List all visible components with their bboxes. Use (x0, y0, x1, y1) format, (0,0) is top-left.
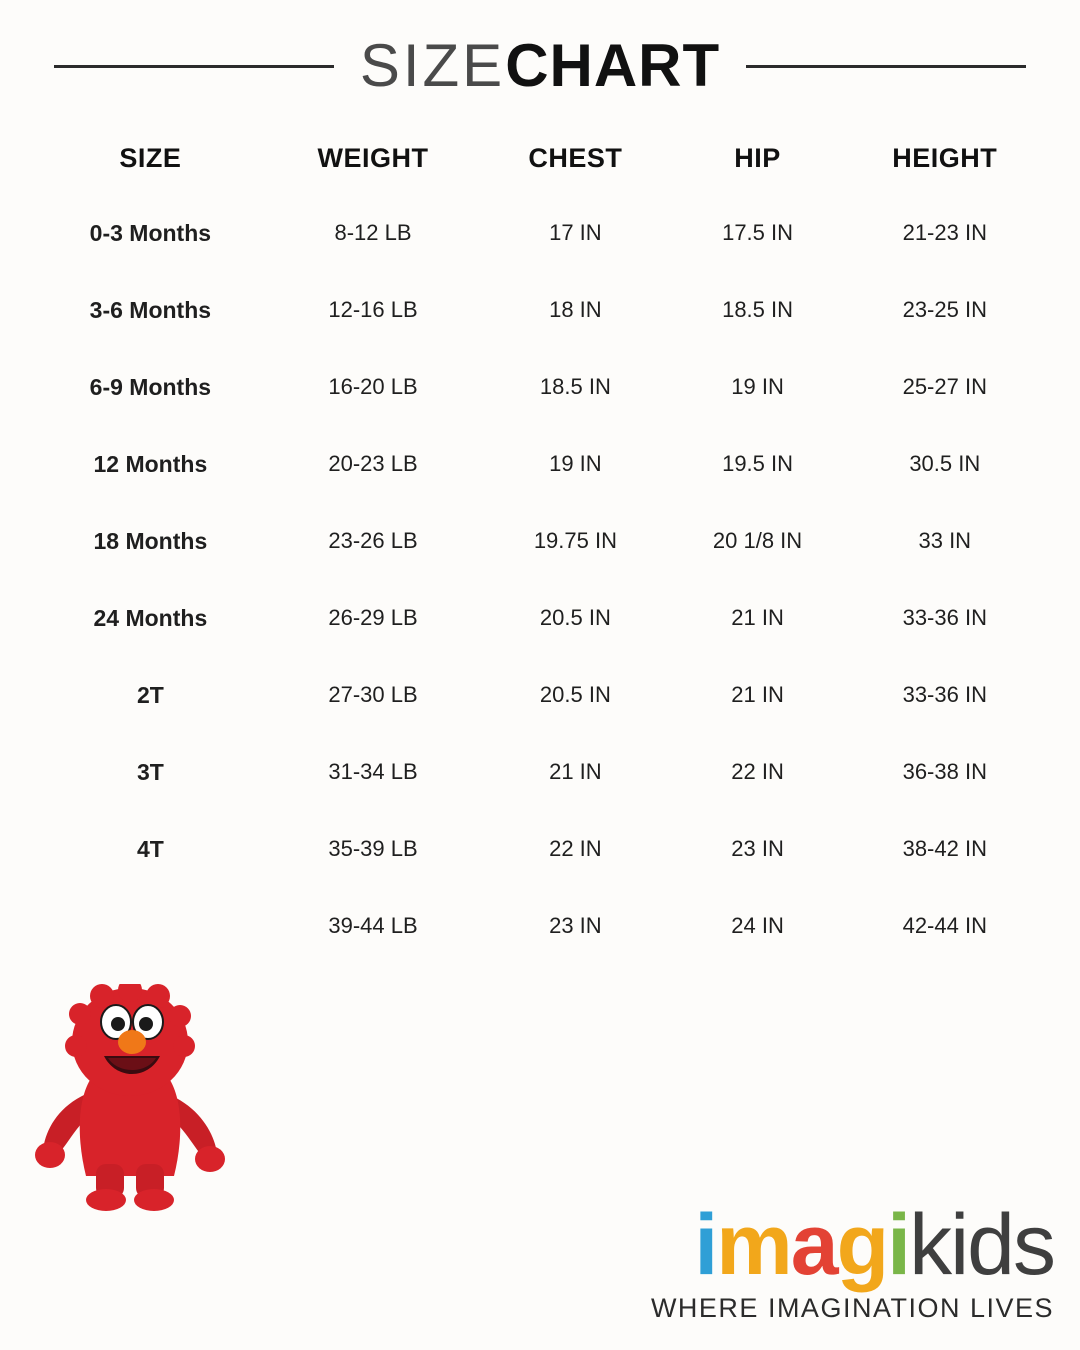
cell-size: 6-9 Months (89, 374, 212, 400)
cell-size: 12 Months (93, 451, 208, 477)
cell-hip: 17.5 IN (722, 220, 794, 245)
cell-weight: 8-12 LB (334, 220, 412, 245)
column-header-weight: WEIGHT (317, 143, 429, 173)
table-row (34, 528, 1046, 605)
cell-weight: 39-44 LB (328, 913, 418, 938)
cell-hip: 19.5 IN (722, 451, 794, 476)
size-chart-table (34, 142, 1046, 989)
cell-hip: 18.5 IN (722, 297, 794, 322)
cell-hip: 24 IN (731, 913, 784, 938)
table-row (34, 297, 1046, 374)
size-chart (0, 142, 1080, 989)
logo-word-kids: kids (909, 1197, 1054, 1294)
cell-height: 38-42 IN (902, 836, 987, 861)
cell-chest: 19.75 IN (533, 528, 617, 553)
cell-hip: 19 IN (731, 374, 784, 399)
cell-chest: 19 IN (549, 451, 602, 476)
cell-hip: 22 IN (731, 759, 784, 784)
cell-chest: 23 IN (549, 913, 602, 938)
logo-letter-a: a (790, 1197, 837, 1294)
cell-size: 3-6 Months (89, 297, 212, 323)
table-row (34, 220, 1046, 297)
title-rule-left (54, 65, 334, 68)
cell-chest: 18 IN (549, 297, 602, 322)
title-word-size: SIZE (359, 32, 506, 99)
cell-size: 3T (136, 759, 164, 785)
cell-hip: 21 IN (731, 605, 784, 630)
cell-size: 18 Months (93, 528, 208, 554)
page-title (0, 0, 1080, 99)
table-row (34, 451, 1046, 528)
cell-size: 4T (136, 836, 164, 862)
cell-height: 33 IN (918, 528, 972, 553)
cell-weight: 23-26 LB (328, 528, 418, 553)
cell-weight: 35-39 LB (328, 836, 418, 861)
elmo-illustration (24, 984, 234, 1214)
cell-chest: 17 IN (549, 220, 602, 245)
logo-letter-g: g (836, 1197, 888, 1294)
logo-letter-i2: i (887, 1197, 910, 1294)
cell-height: 25-27 IN (902, 374, 987, 399)
column-header-chest: CHEST (528, 143, 623, 173)
cell-weight: 31-34 LB (328, 759, 418, 784)
title-word-chart: CHART (505, 32, 721, 99)
brand-logo (650, 1197, 1054, 1324)
table-row (34, 682, 1046, 759)
cell-size: 0-3 Months (89, 220, 212, 246)
cell-height: 33-36 IN (902, 682, 987, 707)
cell-weight: 16-20 LB (328, 374, 418, 399)
table-row (34, 913, 1046, 989)
cell-chest: 22 IN (549, 836, 602, 861)
logo-letter-m: m (716, 1197, 791, 1294)
cell-height: 21-23 IN (902, 220, 987, 245)
logo-letter-i: i (694, 1197, 717, 1294)
cell-size (34, 913, 267, 989)
cell-size: 2T (136, 682, 164, 708)
column-header-height: HEIGHT (892, 143, 998, 173)
cell-chest: 20.5 IN (539, 682, 611, 707)
table-row (34, 374, 1046, 451)
elmo-icon (24, 984, 234, 1214)
logo-wordmark (651, 1197, 1054, 1294)
cell-chest: 21 IN (549, 759, 602, 784)
title-rule-right (746, 65, 1026, 68)
table-header-row (34, 142, 1046, 220)
cell-weight: 26-29 LB (328, 605, 418, 630)
cell-height: 42-44 IN (902, 913, 987, 938)
cell-hip: 21 IN (731, 682, 784, 707)
title-text (359, 32, 721, 99)
column-header-size: SIZE (119, 143, 182, 173)
logo-tagline: WHERE IMAGINATION LIVES (650, 1293, 1054, 1323)
cell-weight: 20-23 LB (328, 451, 418, 476)
cell-height: 23-25 IN (902, 297, 987, 322)
cell-hip: 20 1/8 IN (712, 528, 803, 553)
cell-height: 36-38 IN (902, 759, 987, 784)
cell-height: 30.5 IN (909, 451, 981, 476)
cell-chest: 20.5 IN (539, 605, 611, 630)
table-row (34, 605, 1046, 682)
cell-hip: 23 IN (731, 836, 784, 861)
table-row (34, 759, 1046, 836)
cell-weight: 12-16 LB (328, 297, 418, 322)
cell-weight: 27-30 LB (328, 682, 418, 707)
cell-chest: 18.5 IN (539, 374, 611, 399)
table-row (34, 836, 1046, 913)
cell-height: 33-36 IN (902, 605, 987, 630)
cell-size: 24 Months (93, 605, 208, 631)
column-header-hip: HIP (734, 143, 781, 173)
